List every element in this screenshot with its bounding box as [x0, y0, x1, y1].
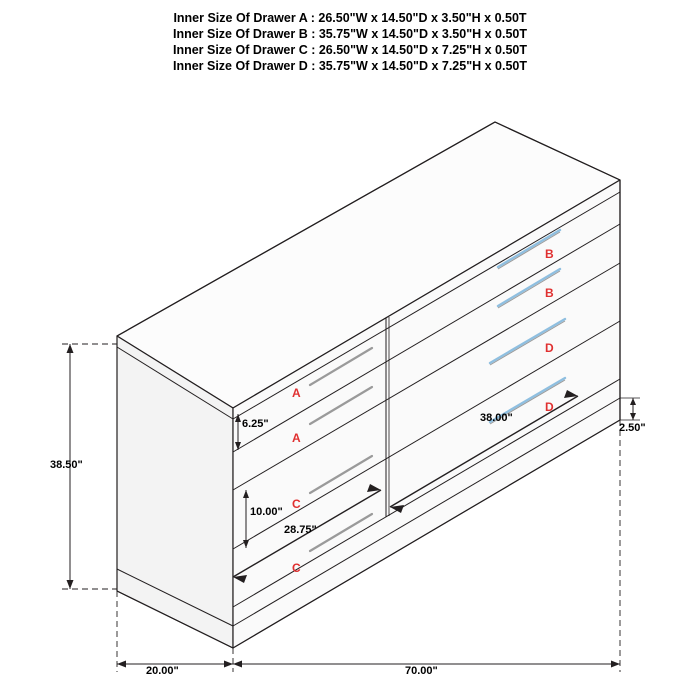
dim-label-front-width-short: 28.75": [284, 524, 317, 536]
arrow-depth-right: [224, 661, 233, 668]
drawer-label-a: A: [292, 431, 301, 445]
dim-label-plinth-height: 2.50": [619, 422, 646, 434]
dim-label-drawer-small-height: 6.25": [242, 418, 269, 430]
dim-label-drawer-large-height: 10.00": [250, 506, 283, 518]
arrow-2-50-bottom: [630, 413, 636, 420]
drawer-label-b: B: [545, 247, 554, 261]
arrow-height-bottom: [67, 580, 74, 589]
arrow-height-top: [67, 344, 74, 353]
drawer-label-c: C: [292, 497, 301, 511]
arrow-width-right: [611, 661, 620, 668]
spec-line-drawer-c: Inner Size Of Drawer C : 26.50"W x 14.50"D x 7.25"H x 0.50T: [172, 43, 528, 57]
spec-line-drawer-d: Inner Size Of Drawer D : 35.75"W x 14.50"D x 7.25"H x 0.50T: [172, 59, 528, 73]
dim-label-front-width-long: 38.00": [480, 412, 513, 424]
drawer-label-b: B: [545, 286, 554, 300]
drawer-label-d: D: [545, 341, 554, 355]
drawer-label-c: C: [292, 561, 301, 575]
drawer-label-d: D: [545, 400, 554, 414]
arrow-2-50-top: [630, 398, 636, 405]
drawer-label-a: A: [292, 386, 301, 400]
arrow-depth-left: [117, 661, 126, 668]
arrow-width-left: [233, 661, 242, 668]
dim-label-depth-base: 20.00": [146, 665, 179, 677]
spec-line-drawer-a: Inner Size Of Drawer A : 26.50"W x 14.50"D x 3.50"H x 0.50T: [173, 11, 527, 25]
spec-line-drawer-b: Inner Size Of Drawer B : 35.75"W x 14.50"D x 3.50"H x 0.50T: [172, 27, 528, 41]
dim-label-height-total: 38.50": [50, 459, 83, 471]
dim-label-width-base: 70.00": [405, 665, 438, 677]
